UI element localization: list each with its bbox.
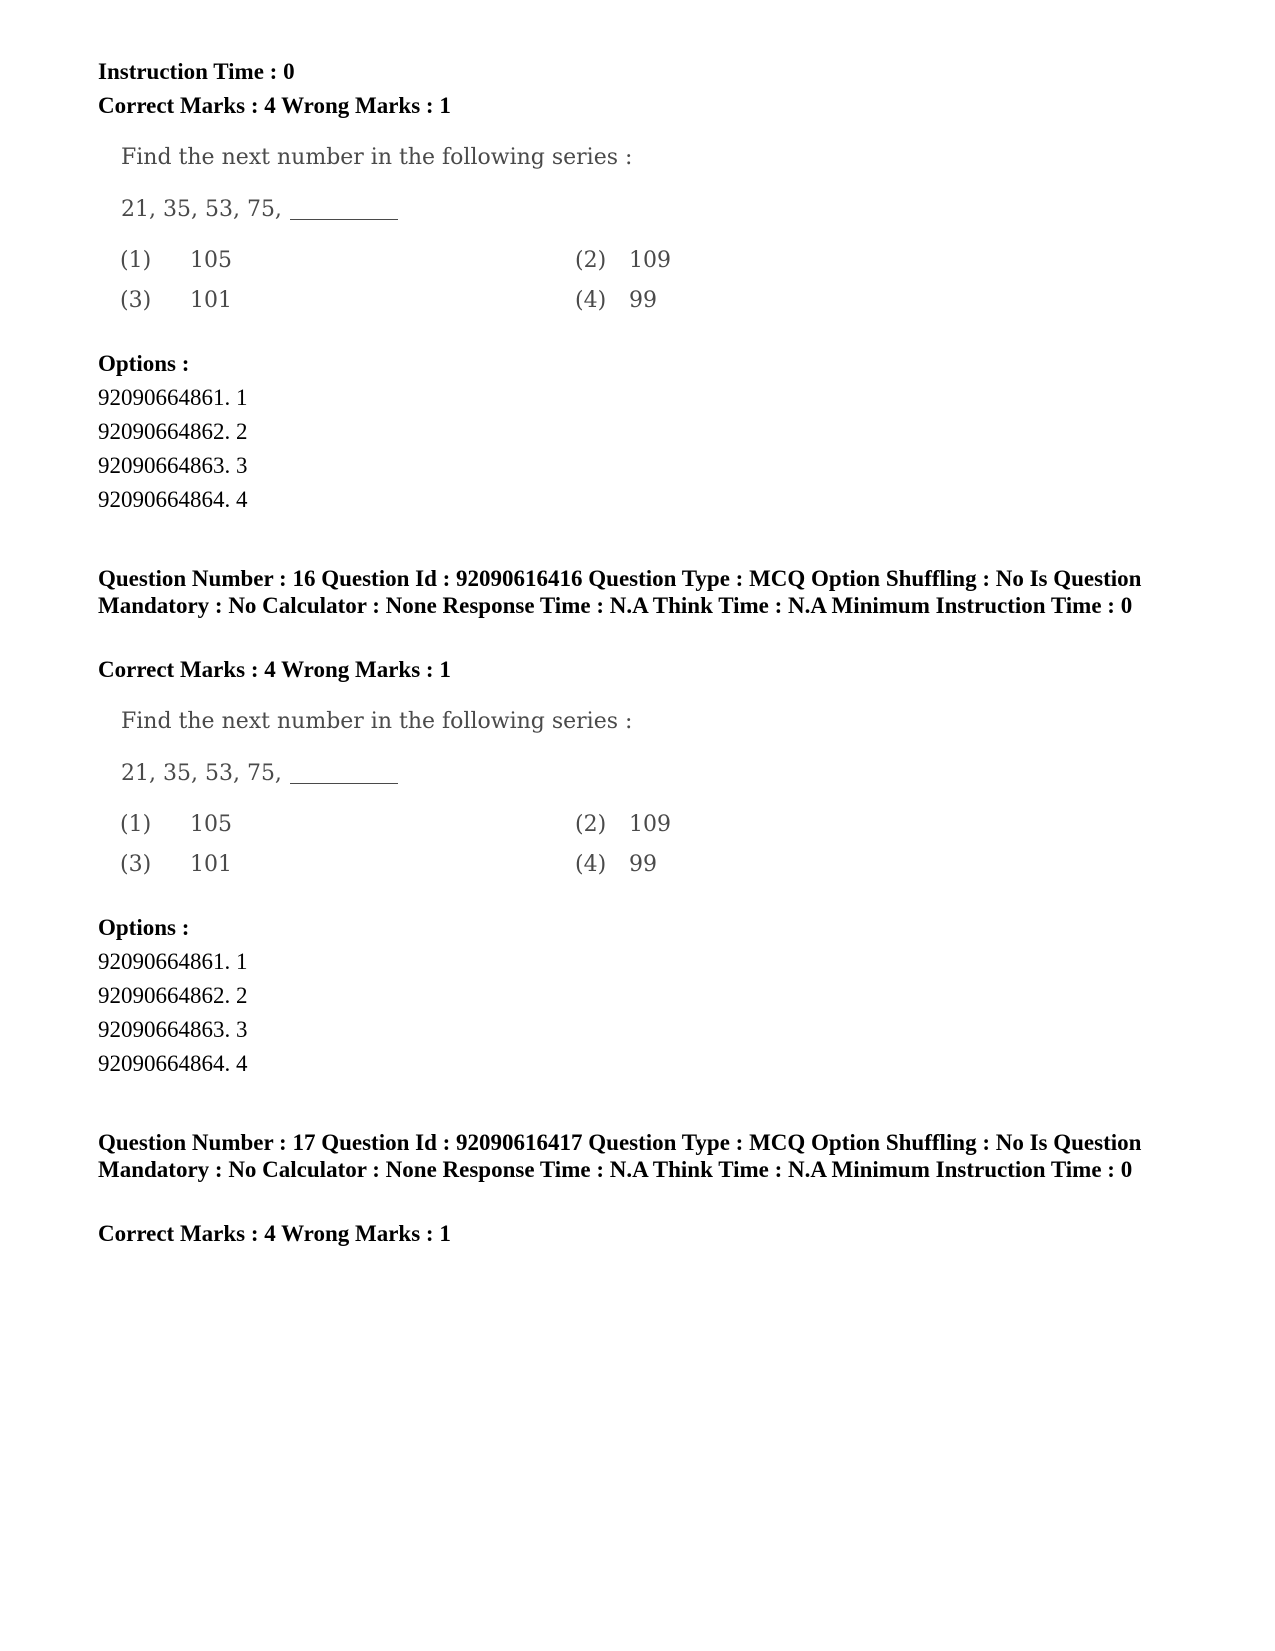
- choice-4: [575, 852, 657, 877]
- choice-3: [120, 852, 232, 877]
- option-line: 92090664863. 3: [98, 453, 248, 478]
- question-17-marks: Correct Marks : 4 Wrong Marks : 1: [98, 1221, 451, 1246]
- option-line: 92090664864. 4: [98, 1051, 248, 1076]
- question-16-marks: Correct Marks : 4 Wrong Marks : 1: [98, 657, 451, 682]
- question-prompt: Find the next number in the following series :: [121, 709, 633, 734]
- choice-value: 99: [629, 288, 657, 313]
- question-image: [100, 709, 700, 884]
- instruction-time: Instruction Time : 0: [98, 59, 295, 84]
- choice-number: (3): [120, 852, 152, 877]
- choice-value: 101: [190, 288, 232, 313]
- marks-line: Correct Marks : 4 Wrong Marks : 1: [98, 93, 451, 118]
- question-17-header: Question Number : 17 Question Id : 92090616417 Question Type : MCQ Option Shuffling : No Is Question Mandatory : No Calculator : None Response Time : N.A Think Time : N.A Minimum Instruction Time : 0: [98, 1130, 1142, 1182]
- choice-value: 109: [629, 812, 671, 837]
- options-label: Options :: [98, 915, 190, 940]
- question-image: [100, 145, 700, 320]
- choice-value: 105: [190, 248, 232, 273]
- choice-4: [575, 288, 657, 313]
- choice-2: [575, 248, 671, 273]
- choice-value: 109: [629, 248, 671, 273]
- answer-blank: [290, 783, 398, 784]
- choice-value: 101: [190, 852, 232, 877]
- choice-1: [120, 248, 232, 273]
- choice-value: 99: [629, 852, 657, 877]
- choice-number: (1): [120, 248, 152, 273]
- choice-number: (4): [575, 852, 607, 877]
- choice-1: [120, 812, 232, 837]
- option-line: 92090664863. 3: [98, 1017, 248, 1042]
- question-16-header: Question Number : 16 Question Id : 92090616416 Question Type : MCQ Option Shuffling : No Is Question Mandatory : No Calculator : None Response Time : N.A Think Time : N.A Minimum Instruction Time : 0: [98, 566, 1142, 618]
- option-line: 92090664862. 2: [98, 983, 248, 1008]
- question-series: [121, 197, 398, 222]
- option-line: 92090664862. 2: [98, 419, 248, 444]
- answer-blank: [290, 219, 398, 220]
- choice-2: [575, 812, 671, 837]
- option-line: 92090664861. 1: [98, 385, 248, 410]
- choice-value: 105: [190, 812, 232, 837]
- choice-number: (4): [575, 288, 607, 313]
- question-series: [121, 761, 398, 786]
- choice-number: (2): [575, 248, 607, 273]
- choice-number: (2): [575, 812, 607, 837]
- series-values: 21, 35, 53, 75,: [121, 761, 282, 786]
- question-prompt: Find the next number in the following series :: [121, 145, 633, 170]
- choice-number: (1): [120, 812, 152, 837]
- choice-3: [120, 288, 232, 313]
- series-values: 21, 35, 53, 75,: [121, 197, 282, 222]
- choice-number: (3): [120, 288, 152, 313]
- option-line: 92090664861. 1: [98, 949, 248, 974]
- options-label: Options :: [98, 351, 190, 376]
- option-line: 92090664864. 4: [98, 487, 248, 512]
